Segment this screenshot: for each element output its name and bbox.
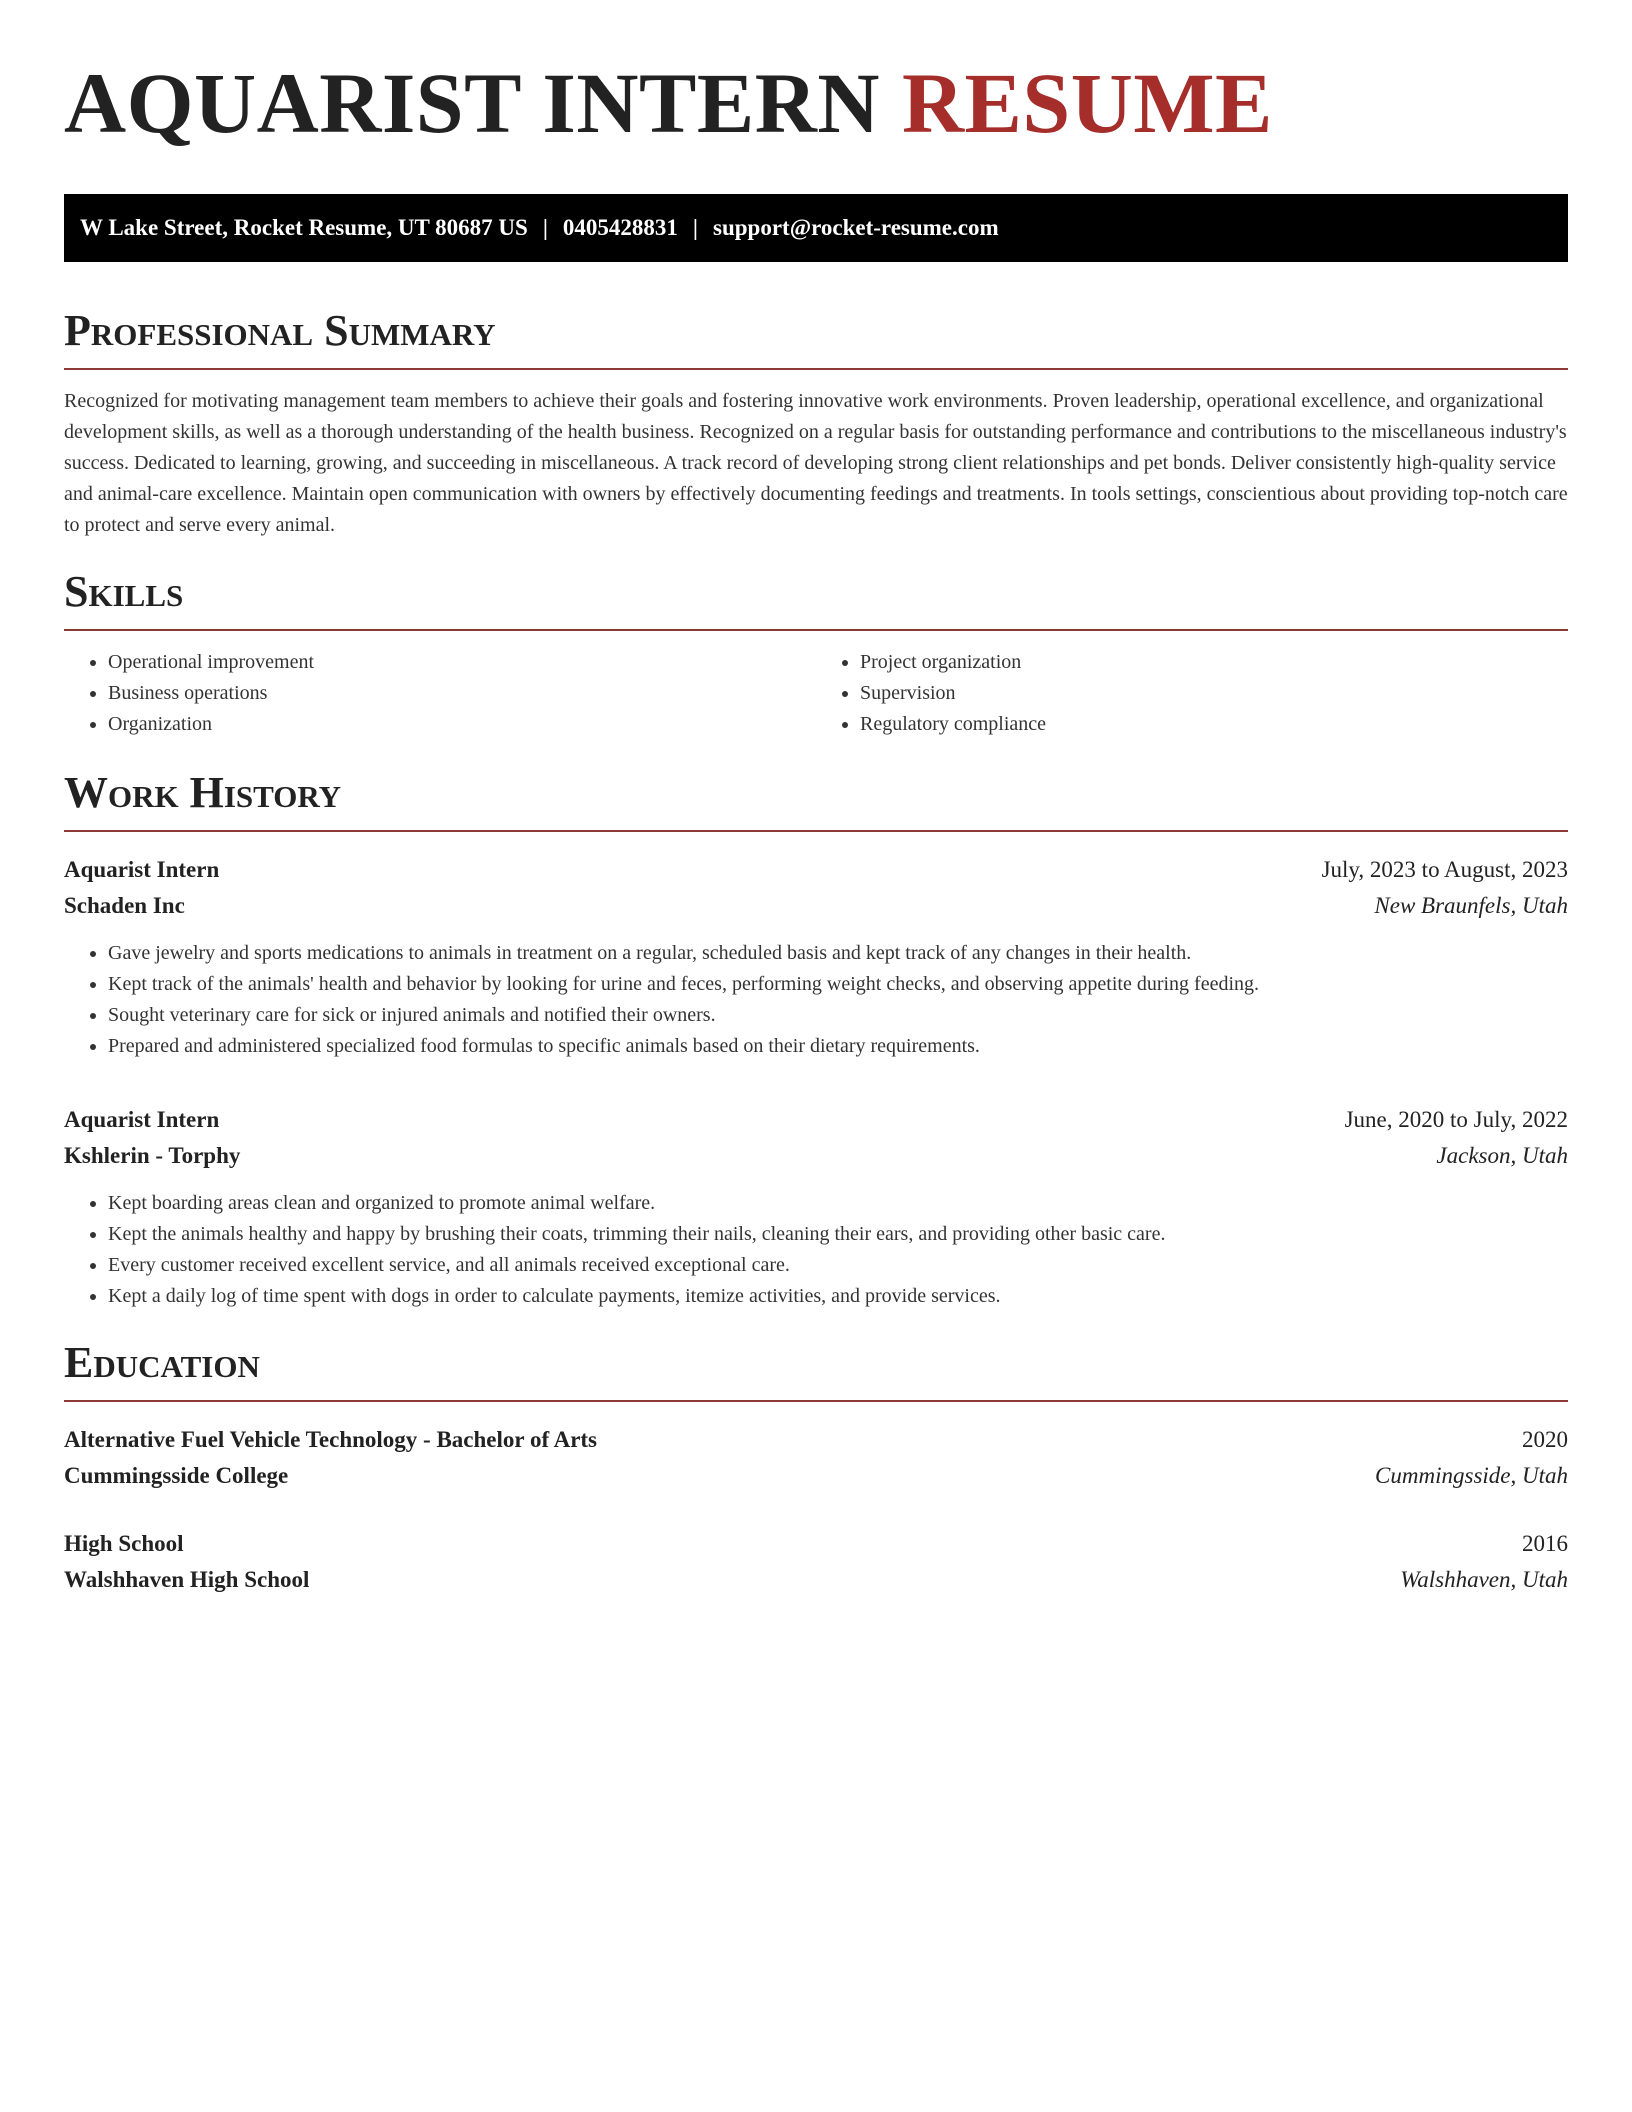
section-title-summary: Professional Summary [64,306,496,355]
education-school: Cummingsside College [64,1463,289,1488]
job-bullet: • Gave jewelry and sports medications to animals in treatment on a regular, scheduled basis and kept track of any changes in their health. [108,938,1568,969]
title-main: AQUARIST INTERN [64,55,880,151]
education-degree: Alternative Fuel Vehicle Technology - Bachelor of Arts [64,1427,598,1452]
job-bullet: • Kept a daily log of time spent with dogs in order to calculate payments, itemize activities, and provide services. [108,1281,1568,1312]
title-accent: RESUME [901,55,1273,151]
job-header-row [64,1102,1568,1138]
job-company: Kshlerin - Torphy [64,1143,241,1168]
education-section [64,1338,1568,1598]
section-divider [64,1400,1568,1402]
skill-item: • Organization [108,709,816,740]
skill-item: • Regulatory compliance [860,709,1568,740]
skill-item: • Operational improvement [108,647,816,678]
education-header-row [64,1422,1568,1458]
section-divider [64,830,1568,832]
job-bullet: • Kept boarding areas clean and organized to promote animal welfare. [108,1188,1568,1219]
job-header-row [64,852,1568,888]
contact-separator: | [692,215,698,240]
contact-separator: | [542,215,548,240]
education-degree: High School [64,1531,184,1556]
education-entry [64,1422,1568,1494]
section-title-work-history: Work History [64,768,342,817]
job-bullet: • Sought veterinary care for sick or injured animals and notified their owners. [108,1000,1568,1031]
job-role: Aquarist Intern [64,857,220,882]
skills-section [64,567,1568,740]
summary-text: Recognized for motivating management team members to achieve their goals and fostering innovative work environments. Proven leadership, operational excellence, and organizational development skills, as well as a thorough understanding of the health business. Recognized on a regular basis for outstanding performance and contributions to the miscellaneous industry's success. Dedicated to learning, growing, and succeeding in miscellaneous. A track record of developing strong client relationships and pet bonds. Deliver consistently high-quality service and animal-care excellence. Maintain open communication with owners by effectively documenting feedings and treatments. In tools settings, conscientious about providing top-notch care to protect and serve every animal. [64,390,1568,536]
contact-email: support@rocket-resume.com [713,215,999,240]
job-role: Aquarist Intern [64,1107,220,1132]
job-dates: July, 2023 to August, 2023 [1321,857,1568,882]
education-location: Walshhaven, Utah [1400,1567,1568,1592]
education-location: Cummingsside, Utah [1375,1463,1568,1488]
skills-column-right [816,647,1568,740]
job-company-row [64,1138,1568,1174]
job-bullet: • Every customer received excellent service, and all animals received exceptional care. [108,1250,1568,1281]
work-history-section [64,768,1568,1312]
contact-phone: 0405428831 [562,215,678,240]
education-school-row [64,1562,1568,1598]
section-title-skills: Skills [64,567,184,616]
job-location: Jackson, Utah [1436,1143,1568,1168]
job-bullets [64,938,1568,1062]
job-location: New Braunfels, Utah [1374,893,1568,918]
education-school-row [64,1458,1568,1494]
job-company-row [64,888,1568,924]
education-entry [64,1526,1568,1598]
job-bullets [64,1188,1568,1312]
contact-address: W Lake Street, Rocket Resume, UT 80687 US [80,215,528,240]
skill-item: • Business operations [108,678,816,709]
job-entry [64,1102,1568,1312]
job-company: Schaden Inc [64,893,185,918]
education-header-row [64,1526,1568,1562]
education-year: 2020 [1522,1427,1568,1452]
resume-title [64,50,1568,156]
skill-item: • Project organization [860,647,1568,678]
summary-section [64,306,1568,541]
job-bullet: • Prepared and administered specialized food formulas to specific animals based on their dietary requirements. [108,1031,1568,1062]
education-year: 2016 [1522,1531,1568,1556]
job-bullet: • Kept track of the animals' health and behavior by looking for urine and feces, performing weight checks, and observing appetite during feeding. [108,969,1568,1000]
section-divider [64,629,1568,631]
job-entry [64,852,1568,1062]
job-bullet: • Kept the animals healthy and happy by brushing their coats, trimming their nails, cleaning their ears, and providing other basic care. [108,1219,1568,1250]
education-school: Walshhaven High School [64,1567,310,1592]
skills-grid [64,647,1568,740]
job-dates: June, 2020 to July, 2022 [1344,1107,1568,1132]
skills-column-left [64,647,816,740]
skill-item: • Supervision [860,678,1568,709]
section-divider [64,368,1568,370]
section-title-education: Education [64,1338,260,1387]
contact-bar [64,194,1568,262]
